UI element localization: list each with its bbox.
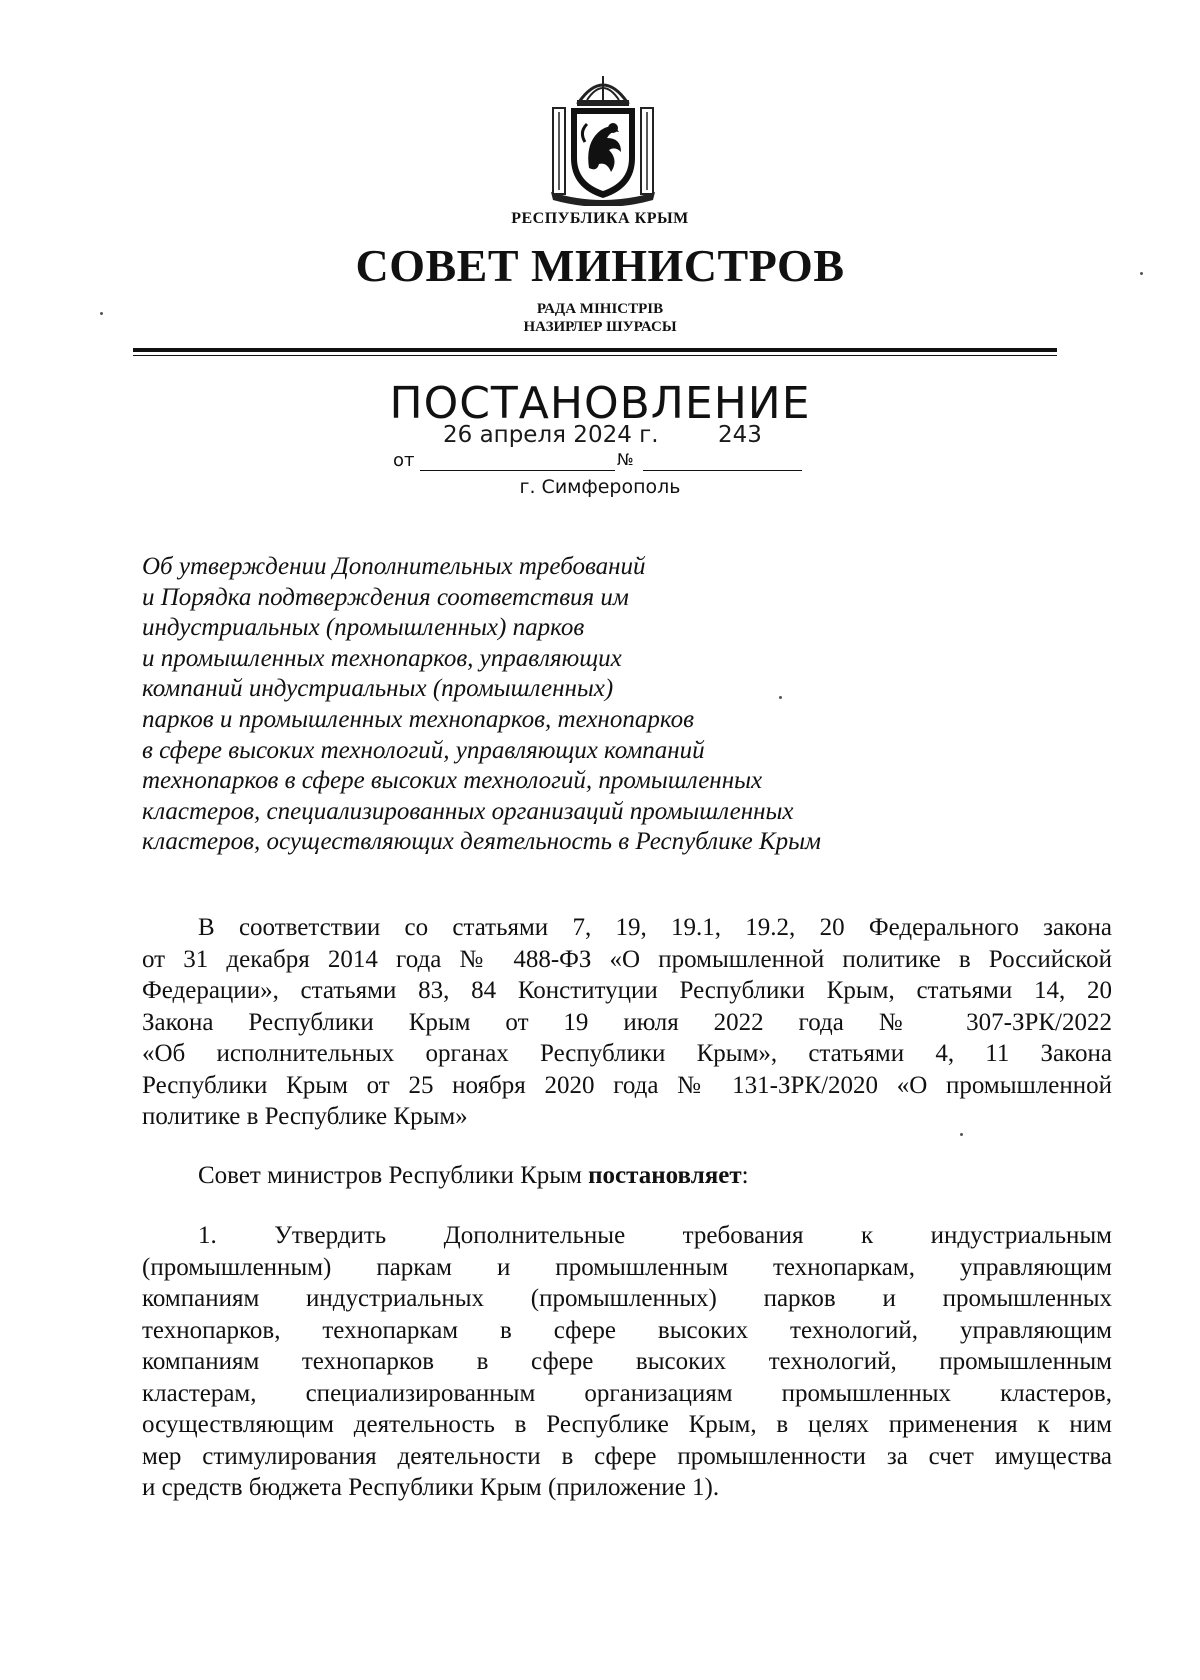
- resolves-keyword: постановляет: [588, 1162, 742, 1189]
- paragraph-line: осуществляющим деятельность в Республике Крым, в целях применения к ним: [142, 1411, 1112, 1438]
- header-divider-thin: [133, 355, 1057, 356]
- heading-line: и Порядка подтверждения соответствия им: [142, 583, 629, 611]
- heading-line: парков и промышленных технопарков, технопарков: [142, 705, 694, 733]
- paragraph-line: от 31 декабря 2014 года № 488-ФЗ «О промышленной политике в Российской: [142, 945, 1112, 973]
- number-underline: [643, 470, 802, 471]
- paragraph-line: Республики Крым от 25 ноября 2020 года № 131-ЗРК/2020 «О промышленной: [142, 1071, 1112, 1099]
- decree-heading: [142, 552, 962, 858]
- paragraph-line: Закона Республики Крым от 19 июля 2022 года № 307-ЗРК/2022: [142, 1008, 1112, 1036]
- resolves-text: Совет министров Республики Крым: [198, 1162, 589, 1189]
- paragraph-line: компаниям индустриальных (промышленных) парков и промышленных: [142, 1285, 1112, 1312]
- council-name-crimean-tatar: НАЗИРЛЕР ШУРАСЫ: [523, 319, 677, 335]
- paragraph-line: технопарков, технопаркам в сфере высоких технологий, управляющим: [142, 1316, 1112, 1344]
- date-underline: [420, 470, 615, 471]
- paragraph-line: политике в Республике Крым»: [142, 1103, 468, 1130]
- decree-city: г. Симферополь: [519, 476, 681, 498]
- item-1-paragraph: [142, 1220, 1112, 1504]
- scan-speck: [960, 1133, 963, 1136]
- heading-line: технопарков в сфере высоких технологий, промышленных: [142, 767, 763, 795]
- heading-line: кластеров, осуществляющих деятельность в Республике Крым: [142, 828, 821, 856]
- number-label: №: [617, 450, 634, 469]
- decree-number: 243: [718, 422, 762, 448]
- resolves-paragraph: [142, 1160, 1112, 1192]
- preamble-paragraph: [142, 912, 1112, 1133]
- scan-speck: [100, 312, 103, 315]
- council-name: СОВЕТ МИНИСТРОВ: [355, 240, 845, 291]
- scan-speck: [1140, 272, 1143, 275]
- heading-line: в сфере высоких технологий, управляющих компаний: [142, 736, 705, 764]
- paragraph-line: кластерам, специализированным организациям промышленных кластеров,: [142, 1379, 1112, 1407]
- scan-speck: [779, 696, 782, 699]
- paragraph-line: компаниям технопарков в сфере высоких технологий, промышленным: [142, 1348, 1112, 1375]
- council-name-ukrainian: РАДА МІНІСТРІВ: [536, 301, 664, 317]
- heading-line: кластеров, специализированных организаций промышленных: [142, 797, 794, 825]
- coat-of-arms-icon: [549, 72, 657, 206]
- republic-name: РЕСПУБЛИКА КРЫМ: [511, 210, 689, 227]
- paragraph-line: В соответствии со статьями 7, 19, 19.1, 19.2, 20 Федерального закона: [198, 914, 1112, 941]
- paragraph-line: мер стимулирования деятельности в сфере промышленности за счет имущества: [142, 1442, 1112, 1470]
- heading-line: и промышленных технопарков, управляющих: [142, 644, 622, 672]
- decree-date: 26 апреля 2024 г.: [443, 422, 659, 448]
- decree-title: ПОСТАНОВЛЕНИЕ: [389, 378, 811, 429]
- paragraph-line: и средств бюджета Республики Крым (приложение 1).: [142, 1474, 720, 1501]
- paragraph-line: «Об исполнительных органах Республики Крым», статьями 4, 11 Закона: [142, 1040, 1112, 1067]
- resolves-colon: :: [741, 1162, 749, 1189]
- header-divider: [133, 348, 1057, 352]
- date-label: от: [393, 450, 415, 471]
- paragraph-line: (промышленным) паркам и промышленным технопаркам, управляющим: [142, 1253, 1112, 1281]
- paragraph-line: 1. Утвердить Дополнительные требования к индустриальным: [198, 1222, 1112, 1249]
- heading-line: Об утверждении Дополнительных требований: [142, 553, 646, 580]
- heading-line: индустриальных (промышленных) парков: [142, 614, 585, 642]
- paragraph-line: Федерации», статьями 83, 84 Конституции Республики Крым, статьями 14, 20: [142, 977, 1112, 1004]
- heading-line: компаний индустриальных (промышленных): [142, 675, 614, 703]
